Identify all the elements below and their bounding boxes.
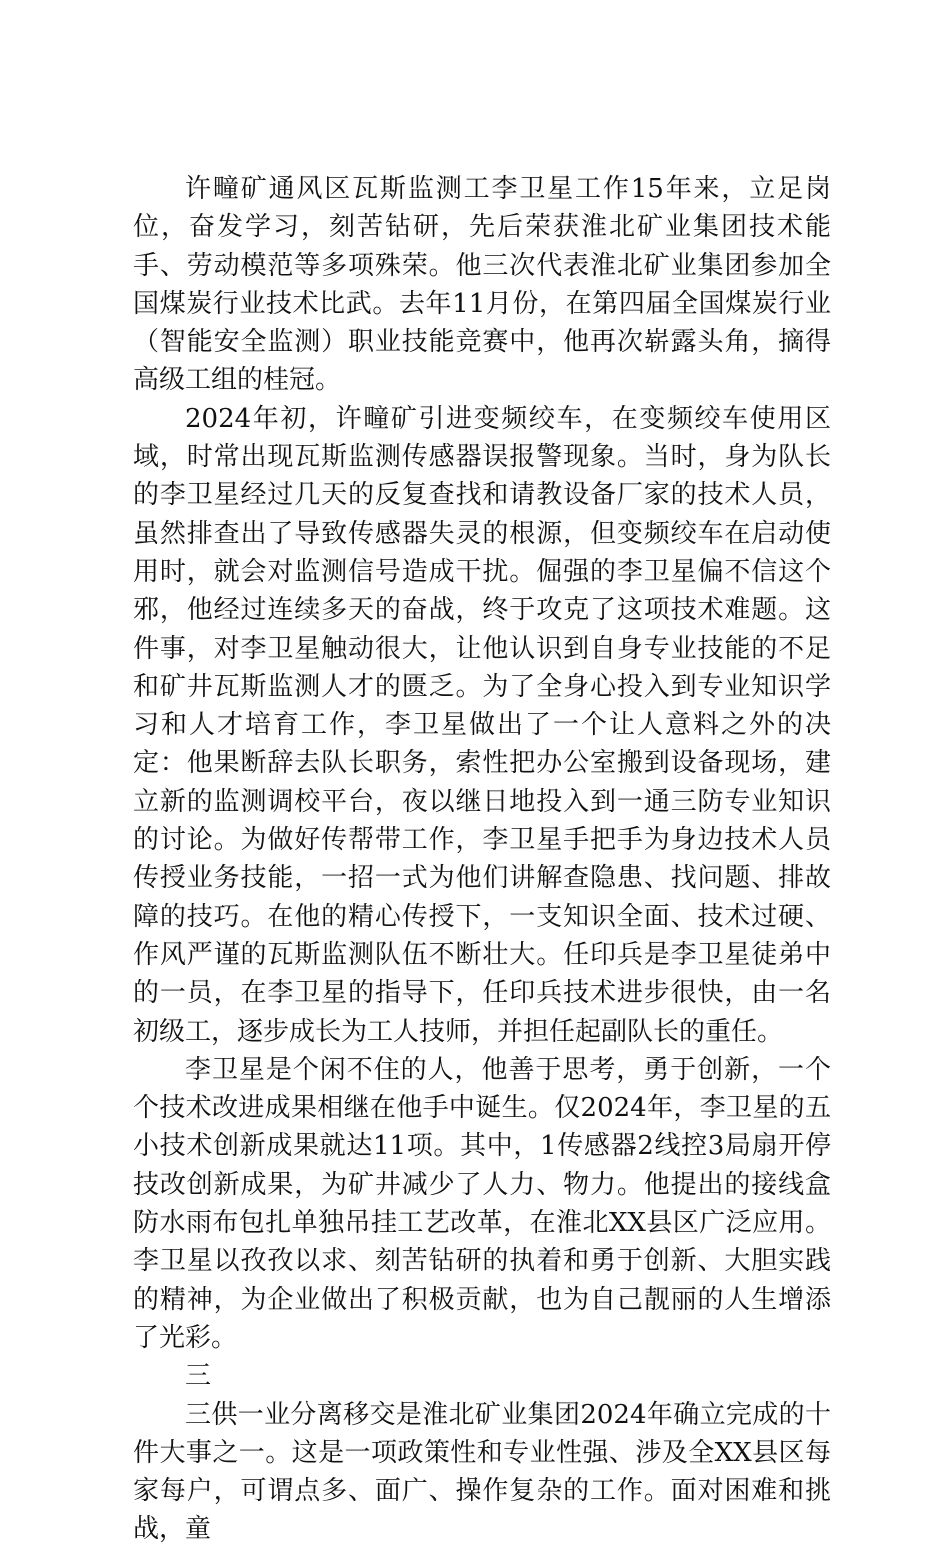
paragraph-innovation: 李卫星是个闲不住的人，他善于思考，勇于创新，一个个技术改进成果相继在他手中诞生。仅2024年，李卫星的五小技术创新成果就达11项。其中，1传感器2线控3局扇开停技改创新成果，为矿井减少了人力、物力。他提出的接线盒防水雨布包扎单独吊挂工艺改革，在淮北XX县区广泛应用。李卫星以孜孜以求、刻苦钻研的执着和勇于创新、大胆实践的精神，为企业做出了积极贡献，也为自己靓丽的人生增添了光彩。 bbox=[133, 1054, 831, 1353]
paragraph-inverter-winch: 2024年初，许疃矿引进变频绞车，在变频绞车使用区域，时常出现瓦斯监测传感器误报警现象。当时，身为队长的李卫星经过几天的反复查找和请教设备厂家的技术人员，虽然排查出了导致传感器失灵的根源，但变频绞车在启动使用时，就会对监测信号造成干扰。倔强的李卫星偏不信这个邪，他经过连续多天的奋战，终于攻克了这项技术难题。这件事，对李卫星触动很大，让他认识到自身专业技能的不足和矿井瓦斯监测人才的匮乏。为了全身心投入到专业知识学习和人才培育工作，李卫星做出了一个让人意料之外的决定：他果断辞去队长职务，索性把办公室搬到设备现场，建立新的监测调校平台，夜以继日地投入到一通三防专业知识的讨论。为做好传帮带工作，李卫星手把手为身边技术人员传授业务技能，一招一式为他们讲解查隐患、找问题、排故障的技巧。在他的精心传授下，一支知识全面、技术过硬、作风严谨的瓦斯监测队伍不断壮大。任印兵是李卫星徒弟中的一员，在李卫星的指导下，任印兵技术进步很快，由一名初级工，逐步成长为工人技师，并担任起副队长的重任。 bbox=[133, 403, 831, 1047]
document-body bbox=[133, 170, 831, 1549]
section-heading: 三 bbox=[185, 1361, 212, 1392]
paragraph-li-weixing-intro: 许疃矿通风区瓦斯监测工李卫星工作15年来，立足岗位，奋发学习，刻苦钻研，先后荣获淮北矿业集团技术能手、劳动模范等多项殊荣。他三次代表淮北矿业集团参加全国煤炭行业技术比武。去年11月份，在第四届全国煤炭行业（智能安全监测）职业技能竞赛中，他再次崭露头角，摘得高级工组的桂冠。 bbox=[133, 174, 831, 396]
paragraph-three-supplies: 三供一业分离移交是淮北矿业集团2024年确立完成的十件大事之一。这是一项政策性和专业性强、涉及全XX县区每家每户，可谓点多、面广、操作复杂的工作。面对困难和挑战，童 bbox=[133, 1399, 831, 1545]
